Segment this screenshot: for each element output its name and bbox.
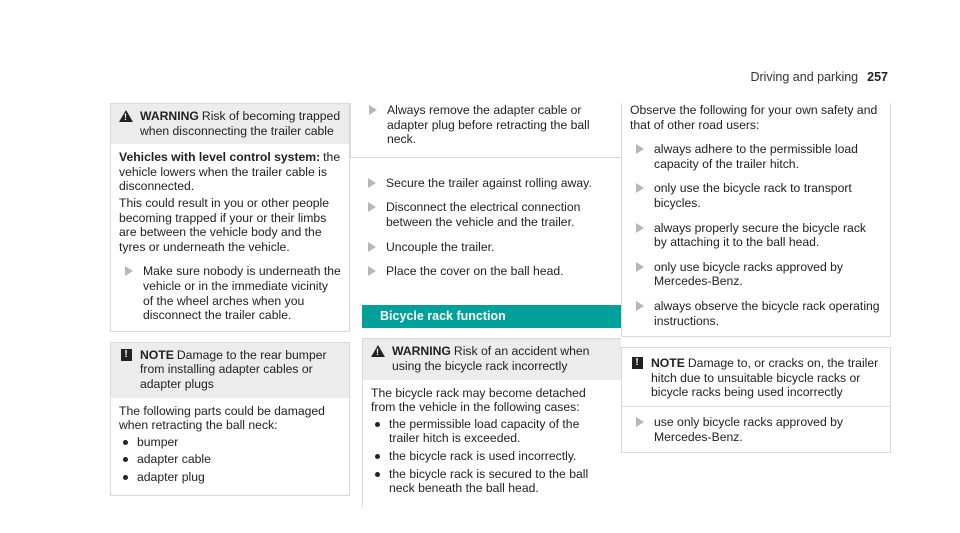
- bullet-icon: [123, 440, 128, 445]
- note-header: [111, 343, 349, 398]
- warning-label: WARNING: [392, 344, 451, 359]
- instruction-step: [119, 264, 341, 322]
- section-title: Driving and parking: [750, 70, 859, 84]
- list-item: adapter cable: [119, 452, 341, 467]
- warning-box-bicycle: [362, 338, 621, 506]
- arrow-icon: [125, 266, 133, 276]
- bullet-icon: [123, 457, 128, 462]
- step-text: use only bicycle racks approved by Mercedes-Benz.: [654, 414, 844, 444]
- detach-intro: The bicycle rack may become detached from the vehicle in the following cases:: [371, 385, 586, 415]
- bullet-icon: [375, 472, 380, 477]
- instruction-step: only use the bicycle rack to transport bicycles.: [630, 181, 882, 210]
- arrow-icon: [368, 202, 376, 212]
- warning-box-trapped: [110, 103, 350, 332]
- note-label: NOTE: [140, 347, 174, 362]
- trailer-steps: [350, 168, 621, 287]
- arrow-icon: [636, 223, 644, 233]
- column-3: [621, 103, 891, 453]
- list-item: the bicycle rack is used incorrectly.: [371, 449, 613, 464]
- list-item: adapter plug: [119, 470, 341, 485]
- instruction-step: always properly secure the bicycle rack by attaching it to the ball head.: [630, 221, 882, 250]
- warning-body: [363, 380, 621, 507]
- safety-body: [622, 103, 890, 336]
- column-1: [110, 103, 350, 496]
- warning-triangle-icon: [371, 344, 385, 357]
- arrow-icon: [368, 266, 376, 276]
- step-text: Always remove the adapter cable or adapter plug before retracting the ball neck.: [387, 103, 590, 147]
- instruction-step: Uncouple the trailer.: [362, 240, 613, 255]
- safety-intro: Observe the following for your own safety and that of other road users:: [630, 103, 878, 132]
- note-header: [622, 348, 890, 406]
- arrow-icon: [636, 262, 644, 272]
- page-number: 257: [867, 70, 888, 84]
- note-box-bumper: [110, 342, 350, 497]
- page-header: [750, 70, 888, 85]
- damaged-parts-list: [119, 435, 341, 485]
- arrow-icon: [369, 105, 377, 115]
- bullet-icon: [375, 422, 380, 427]
- instruction-step: Secure the trailer against rolling away.: [362, 176, 613, 191]
- note-body: [111, 398, 349, 496]
- damaged-parts-intro: The following parts could be damaged when retracting the ball neck:: [119, 403, 325, 433]
- note-box-hitch: [621, 347, 891, 453]
- trapped-paragraph: This could result in you or other people becoming trapped if your or their limbs are between the vehicle body and the tyres or underneath the vehicle.: [119, 195, 330, 254]
- note-icon: !: [119, 348, 133, 361]
- note-label: NOTE: [651, 356, 685, 371]
- instruction-step: Disconnect the electrical connection between the vehicle and the trailer.: [362, 200, 613, 229]
- warning-body: [111, 144, 349, 331]
- column-2: [350, 103, 621, 507]
- instruction-step: always observe the bicycle rack operating instructions.: [630, 299, 882, 328]
- safety-block: [621, 103, 891, 337]
- arrow-icon: [368, 242, 376, 252]
- note-text: Damage to the rear bumper from installing adapter cables or adapter plugs: [140, 347, 327, 391]
- detach-cases-list: [371, 417, 613, 496]
- note-icon: !: [630, 356, 644, 369]
- list-item: the permissible load capacity of the trailer hitch is exceeded.: [371, 417, 613, 446]
- step-text: Make sure nobody is underneath the vehicle or in the immediate vicinity of the wheel arches when you disconnect the trailer cable.: [143, 264, 341, 323]
- instruction-step: [363, 103, 613, 147]
- warning-text: Risk of an accident when using the bicycle rack incorrectly: [392, 344, 590, 373]
- arrow-icon: [636, 183, 644, 193]
- level-control-heading: Vehicles with level control system:: [119, 150, 321, 165]
- warning-text: Risk of becoming trapped when disconnecting the trailer cable: [140, 109, 341, 138]
- adapter-step-block: [350, 103, 621, 158]
- list-item: bumper: [119, 435, 341, 450]
- instruction-step: Place the cover on the ball head.: [362, 264, 613, 279]
- bullet-icon: [375, 454, 380, 459]
- safety-steps: [630, 142, 882, 328]
- bullet-icon: [123, 475, 128, 480]
- arrow-icon: [636, 417, 644, 427]
- list-item: the bicycle rack is secured to the ball neck beneath the ball head.: [371, 467, 613, 496]
- section-heading: Bicycle rack function: [362, 305, 621, 329]
- note-text: Damage to, or cracks on, the trailer hitch due to unsuitable bicycle racks or bicycle racks being used incorrectly: [651, 356, 879, 400]
- arrow-icon: [636, 301, 644, 311]
- level-control-text: the vehicle lowers when the trailer cable is disconnected.: [119, 150, 341, 194]
- arrow-icon: [368, 178, 376, 188]
- instruction-step: [630, 415, 882, 444]
- warning-triangle-icon: [119, 109, 133, 122]
- arrow-icon: [636, 144, 644, 154]
- warning-label: WARNING: [140, 109, 199, 123]
- note-body: [622, 406, 890, 452]
- level-control-paragraph: [119, 150, 341, 194]
- instruction-step: only use bicycle racks approved by Mercedes-Benz.: [630, 260, 882, 289]
- warning-header: [111, 104, 349, 144]
- warning-header: [363, 339, 621, 379]
- instruction-step: always adhere to the permissible load capacity of the trailer hitch.: [630, 142, 882, 171]
